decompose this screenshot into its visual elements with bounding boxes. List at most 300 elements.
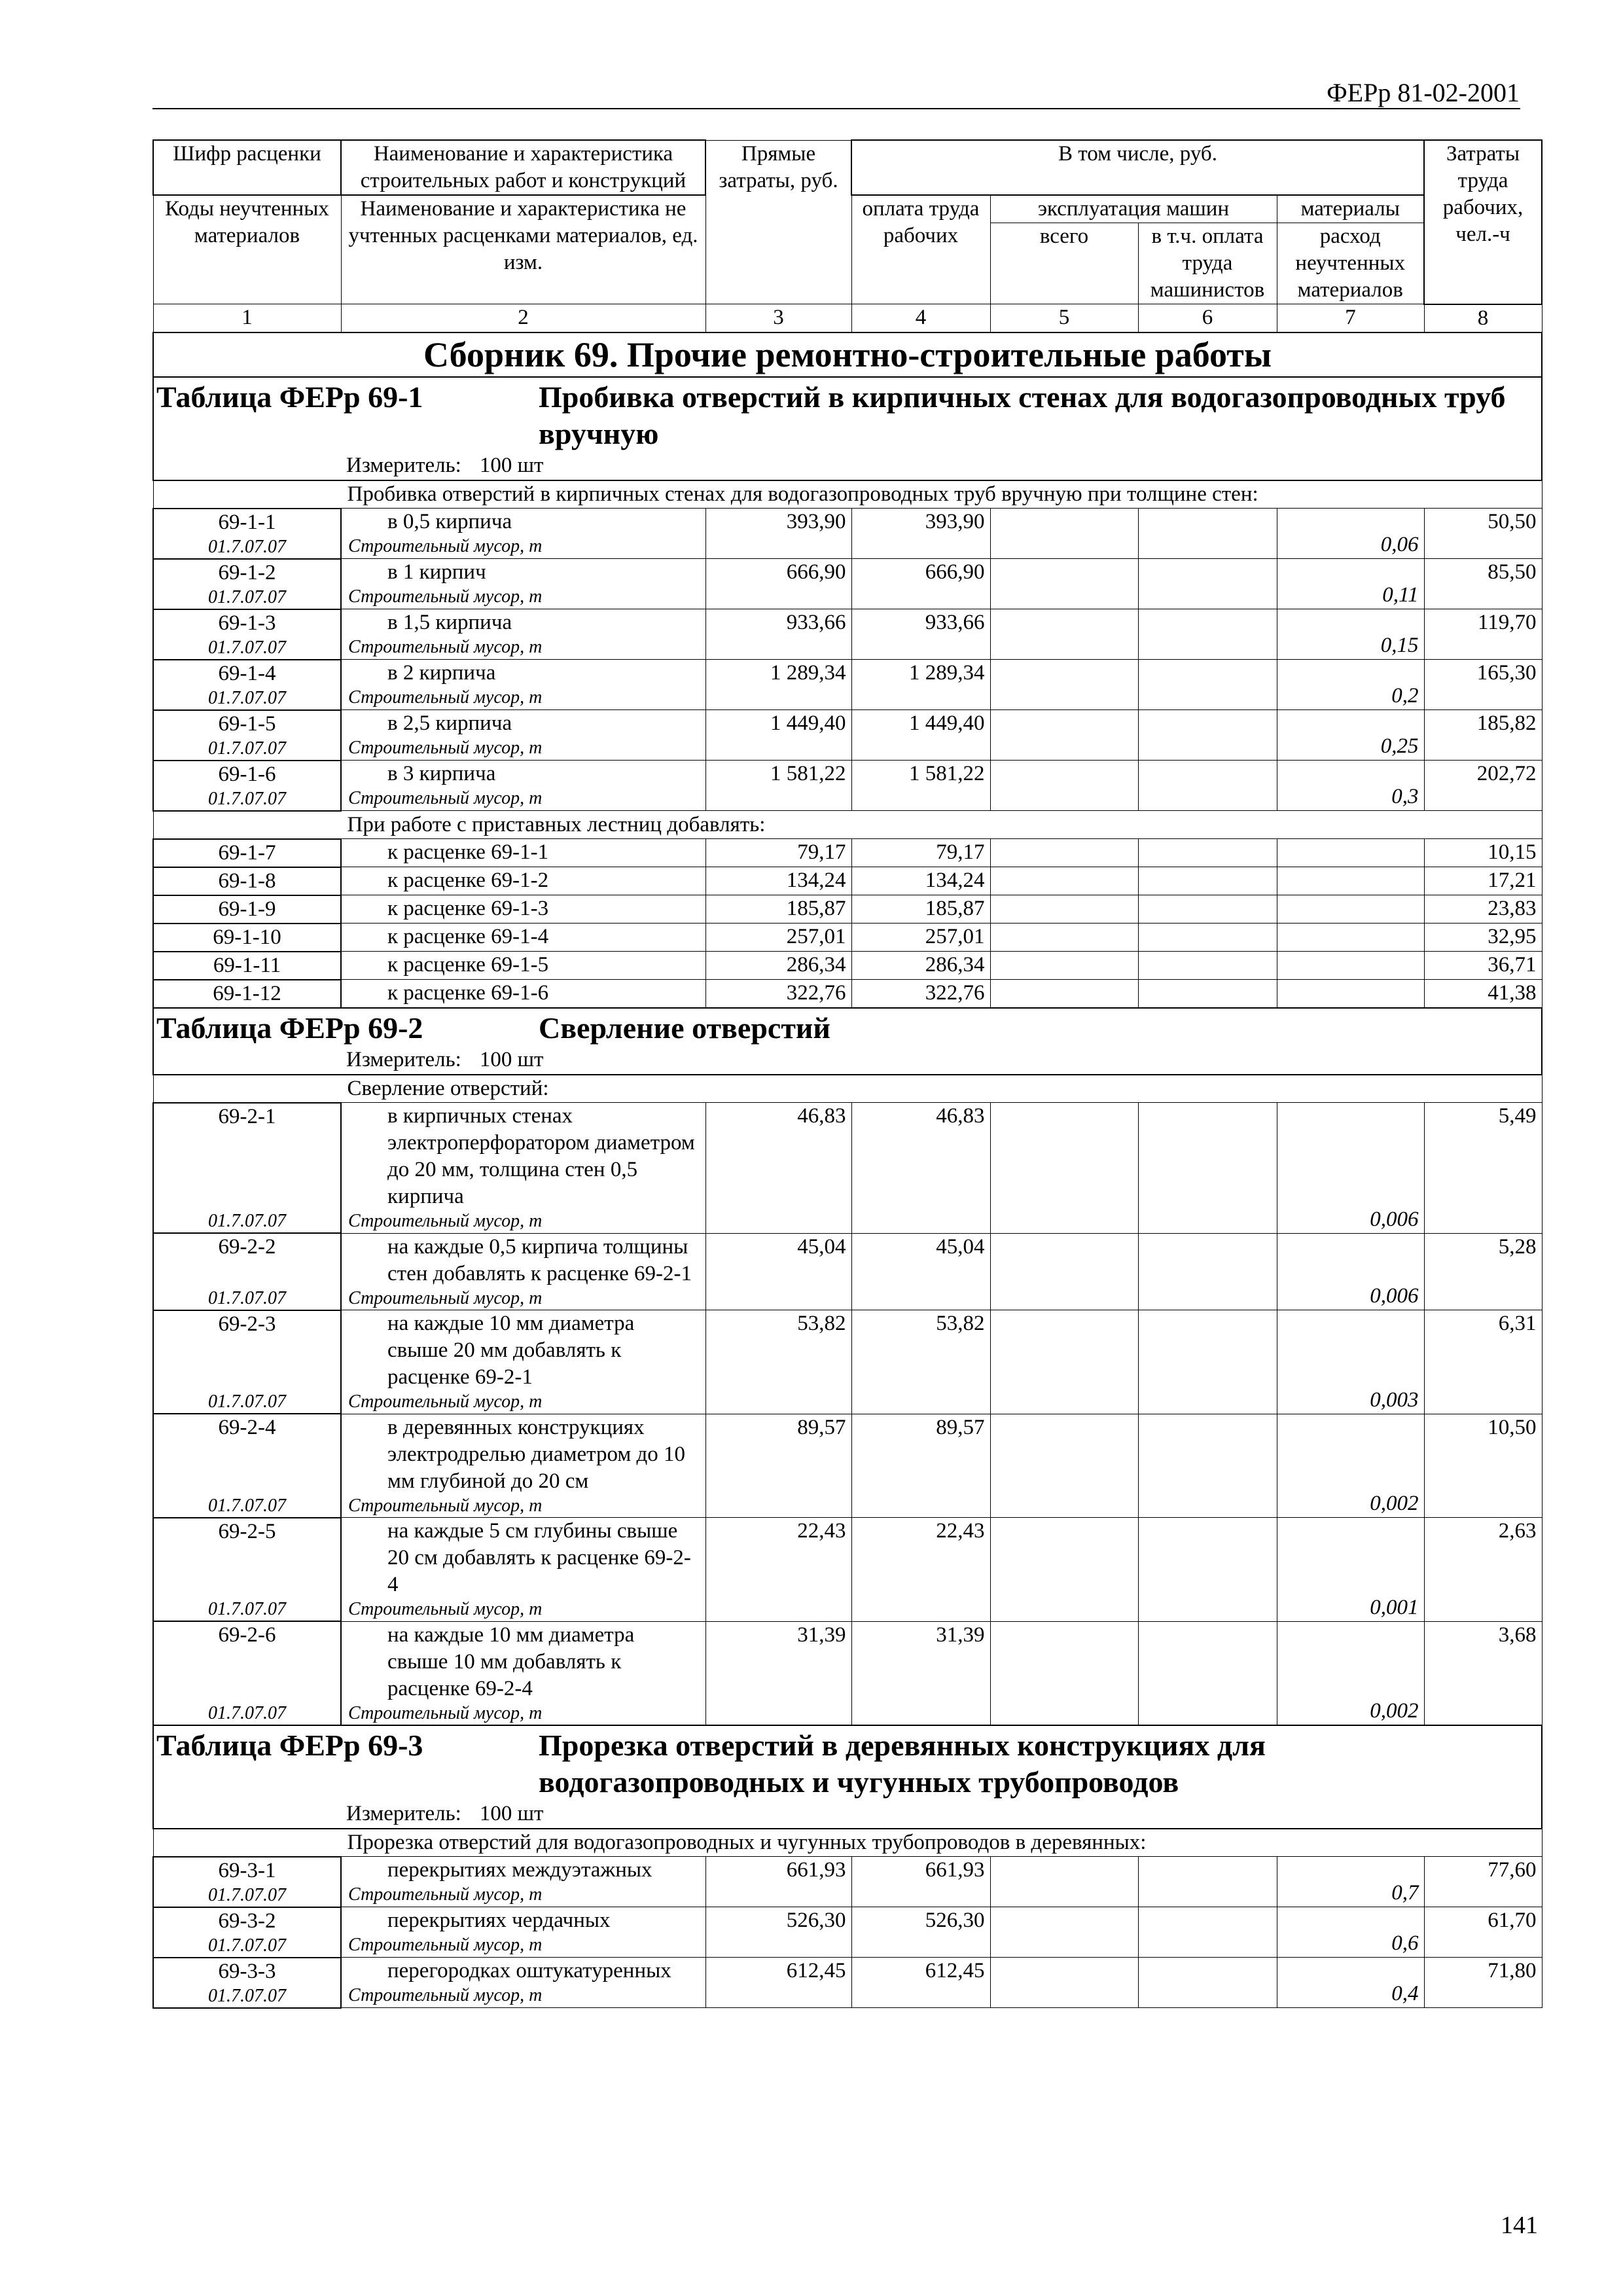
labor-pay: 666,90: [851, 559, 990, 609]
rate-code: 69-2-6: [218, 1623, 276, 1647]
direct-costs: 22,43: [705, 1518, 851, 1622]
work-description-cell: [341, 980, 705, 1008]
material-quantity: 0,003: [1277, 1310, 1424, 1414]
labor-pay: 661,93: [851, 1857, 990, 1907]
table-row: [153, 867, 1542, 895]
direct-costs: 79,17: [705, 839, 851, 867]
material-quantity: [1277, 952, 1424, 980]
table-row: [153, 1414, 1542, 1518]
work-description-cell: [341, 761, 705, 811]
work-description: на каждые 10 мм диаметра свыше 20 мм добавлять к расценке 69-2-1: [387, 1312, 635, 1389]
rate-code-cell: [153, 1518, 341, 1622]
worker-hours: 5,28: [1424, 1233, 1542, 1310]
rate-code-cell: [153, 1310, 341, 1414]
table-heading-line: [156, 379, 1539, 452]
table-row: [153, 980, 1542, 1008]
material-name: Строительный мусор, т: [348, 637, 543, 657]
work-description-cell: [341, 1233, 705, 1310]
worker-hours: 2,63: [1424, 1518, 1542, 1622]
machines-total: [990, 1857, 1138, 1907]
machinists-pay: [1138, 761, 1277, 811]
material-quantity: 0,3: [1277, 761, 1424, 811]
worker-hours: 36,71: [1424, 952, 1542, 980]
material-code: 01.7.07.07: [208, 637, 286, 658]
rate-code: 69-1-1: [218, 510, 276, 534]
work-description-cell: [341, 1310, 705, 1414]
machinists-pay: [1138, 660, 1277, 710]
labor-pay: 393,90: [851, 509, 990, 559]
table-heading-line: [156, 1010, 1539, 1047]
meter-value: 100 шт: [479, 1801, 544, 1825]
rates-table: [152, 139, 1543, 2009]
section-note: Прорезка отверстий для водогазопроводных и чугунных трубопроводов в деревянных:: [153, 1829, 1542, 1857]
document-code: ФЕРр 81-02-2001: [1327, 78, 1520, 107]
rate-code: 69-2-4: [218, 1416, 276, 1439]
material-name: Строительный мусор, т: [348, 1211, 543, 1231]
worker-hours: 5,49: [1424, 1103, 1542, 1234]
work-description-cell: [341, 710, 705, 761]
machines-total: [990, 660, 1138, 710]
material-code: 01.7.07.07: [208, 1211, 286, 1231]
work-description: на каждые 5 см глубины свыше 20 см добавлять к расценке 69-2-4: [387, 1519, 691, 1596]
header-including: В том числе, руб.: [851, 140, 1424, 195]
machinists-pay: [1138, 895, 1277, 924]
material-name: Строительный мусор, т: [348, 1287, 543, 1308]
material-code: 01.7.07.07: [208, 788, 286, 809]
machines-total: [990, 1518, 1138, 1622]
table-heading: [153, 1725, 1542, 1829]
machinists-pay: [1138, 1414, 1277, 1518]
direct-costs: 1 581,22: [705, 761, 851, 811]
material-code: 01.7.07.07: [208, 1935, 286, 1956]
machinists-pay: [1138, 1958, 1277, 2008]
work-description-cell: [341, 1414, 705, 1518]
table-row: [153, 1857, 1542, 1907]
table-title: Сверление отверстий: [539, 1011, 830, 1045]
rate-code-cell: [153, 867, 341, 895]
section-note: Пробивка отверстий в кирпичных стенах для водогазопроводных труб вручную при толщине стен:: [153, 480, 1542, 509]
material-code: 01.7.07.07: [208, 1985, 286, 2006]
material-quantity: [1277, 867, 1424, 895]
work-description-cell: [341, 1621, 705, 1725]
table-row: [153, 1621, 1542, 1725]
rate-code: 69-1-6: [218, 762, 276, 786]
work-description: в кирпичных стенах электроперфоратором диаметром до 20 мм, толщина стен 0,5 кирпича: [387, 1104, 695, 1208]
material-code: 01.7.07.07: [208, 1391, 286, 1412]
section-note: При работе с приставных лестниц добавлять:: [153, 811, 1542, 839]
material-quantity: 0,06: [1277, 509, 1424, 559]
material-name: Строительный мусор, т: [348, 1702, 543, 1723]
table-row: [153, 1103, 1542, 1234]
direct-costs: 526,30: [705, 1907, 851, 1958]
direct-costs: 31,39: [705, 1621, 851, 1725]
table-meter: [156, 1801, 1539, 1827]
rate-code: 69-2-2: [218, 1235, 276, 1259]
direct-costs: 89,57: [705, 1414, 851, 1518]
labor-pay: 134,24: [851, 867, 990, 895]
machines-total: [990, 867, 1138, 895]
material-quantity: [1277, 839, 1424, 867]
worker-hours: 23,83: [1424, 895, 1542, 924]
labor-pay: 322,76: [851, 980, 990, 1008]
rate-code: 69-2-1: [218, 1104, 276, 1128]
material-quantity: 0,4: [1277, 1958, 1424, 2008]
worker-hours: 41,38: [1424, 980, 1542, 1008]
material-code: 01.7.07.07: [208, 536, 286, 557]
work-description-cell: [341, 952, 705, 980]
table-row: [153, 609, 1542, 660]
worker-hours: 185,82: [1424, 710, 1542, 761]
direct-costs: 185,87: [705, 895, 851, 924]
material-name: Строительный мусор, т: [348, 1985, 543, 2005]
rate-code: 69-1-2: [218, 560, 276, 584]
work-description: к расценке 69-1-4: [387, 925, 549, 948]
header-materials: материалы: [1277, 195, 1424, 223]
column-number: 3: [705, 304, 851, 332]
machinists-pay: [1138, 710, 1277, 761]
table-code: Таблица ФЕРр 69-2: [156, 1011, 423, 1045]
rate-code-cell: [153, 1233, 341, 1310]
table-row: [153, 952, 1542, 980]
labor-pay: 933,66: [851, 609, 990, 660]
column-number: 4: [851, 304, 990, 332]
material-quantity: 0,6: [1277, 1907, 1424, 1958]
work-description: к расценке 69-1-3: [387, 897, 549, 920]
material-code: 01.7.07.07: [208, 738, 286, 759]
machinists-pay: [1138, 1907, 1277, 1958]
rate-code-cell: [153, 895, 341, 924]
material-code: 01.7.07.07: [208, 1884, 286, 1905]
column-number: 2: [341, 304, 705, 332]
work-description-cell: [341, 660, 705, 710]
worker-hours: 3,68: [1424, 1621, 1542, 1725]
table-heading: [153, 377, 1542, 480]
direct-costs: 257,01: [705, 924, 851, 952]
worker-hours: 71,80: [1424, 1958, 1542, 2008]
table-heading-row: [153, 1725, 1542, 1829]
material-name: Строительный мусор, т: [348, 536, 543, 556]
material-name: Строительный мусор, т: [348, 1935, 543, 1955]
machines-total: [990, 1310, 1138, 1414]
labor-pay: 1 289,34: [851, 660, 990, 710]
table-heading-row: [153, 1008, 1542, 1075]
machines-total: [990, 1414, 1138, 1518]
rate-code-cell: [153, 509, 341, 559]
rate-code-cell: [153, 761, 341, 811]
table-row: [153, 1518, 1542, 1622]
collection-title: Сборник 69. Прочие ремонтно-строительные работы: [153, 332, 1542, 377]
work-description: к расценке 69-1-2: [387, 869, 549, 892]
direct-costs: 933,66: [705, 609, 851, 660]
material-name: Строительный мусор, т: [348, 1391, 543, 1412]
rate-code: 69-1-9: [218, 897, 276, 921]
rate-code-cell: [153, 1907, 341, 1958]
header-unaccounted-materials: расход неучтенных материалов: [1277, 223, 1424, 304]
work-description-cell: [341, 509, 705, 559]
header-work-name: Наименование и характеристика строительных работ и конструкций: [341, 140, 705, 195]
worker-hours: 10,50: [1424, 1414, 1542, 1518]
table-row: [153, 559, 1542, 609]
work-description: к расценке 69-1-1: [387, 840, 549, 864]
work-description-cell: [341, 839, 705, 867]
work-description: перекрытиях междуэтажных: [387, 1858, 652, 1882]
section-note: Сверление отверстий:: [153, 1075, 1542, 1103]
work-description: в 1 кирпич: [387, 560, 486, 584]
table-title: Прорезка отверстий в деревянных конструкциях для водогазопроводных и чугунных трубопроводов: [539, 1728, 1266, 1799]
table-row: [153, 1958, 1542, 2008]
section-note-row: [153, 811, 1542, 839]
machinists-pay: [1138, 1103, 1277, 1234]
machinists-pay: [1138, 1233, 1277, 1310]
column-number: 8: [1424, 304, 1542, 332]
machinists-pay: [1138, 509, 1277, 559]
worker-hours: 77,60: [1424, 1857, 1542, 1907]
rate-code-cell: [153, 609, 341, 660]
machinists-pay: [1138, 1518, 1277, 1622]
header-direct-costs: Прямые затраты, руб.: [705, 140, 851, 304]
machines-total: [990, 710, 1138, 761]
table-meter: [156, 452, 1539, 478]
worker-hours: 61,70: [1424, 1907, 1542, 1958]
material-name: Строительный мусор, т: [348, 1599, 543, 1619]
material-quantity: 0,006: [1277, 1103, 1424, 1234]
material-quantity: 0,15: [1277, 609, 1424, 660]
header-machines-total: всего: [990, 223, 1138, 304]
labor-pay: 89,57: [851, 1414, 990, 1518]
material-code: 01.7.07.07: [208, 1702, 286, 1723]
machinists-pay: [1138, 609, 1277, 660]
machinists-pay: [1138, 1310, 1277, 1414]
table-meter: [156, 1047, 1539, 1073]
work-description-cell: [341, 867, 705, 895]
rate-code-cell: [153, 1103, 341, 1234]
material-quantity: 0,25: [1277, 710, 1424, 761]
header-rule: [152, 108, 1520, 109]
material-name: Строительный мусор, т: [348, 1884, 543, 1905]
material-name: Строительный мусор, т: [348, 738, 543, 758]
material-code: 01.7.07.07: [208, 1599, 286, 1619]
rates-table-body: [153, 140, 1542, 2008]
work-description: перегородках оштукатуренных: [387, 1959, 671, 1982]
work-description: в 2,5 кирпича: [387, 711, 512, 735]
direct-costs: 286,34: [705, 952, 851, 980]
worker-hours: 6,31: [1424, 1310, 1542, 1414]
meter-label: Измеритель:: [346, 1801, 461, 1825]
rate-code-cell: [153, 1621, 341, 1725]
direct-costs: 1 289,34: [705, 660, 851, 710]
table-row: [153, 509, 1542, 559]
rate-code: 69-2-3: [218, 1312, 276, 1336]
work-description-cell: [341, 924, 705, 952]
rate-code: 69-1-10: [213, 925, 281, 949]
header-worker-hours: Затраты труда рабочих, чел.-ч: [1424, 140, 1542, 304]
table-row: [153, 895, 1542, 924]
work-description: в 3 кирпича: [387, 762, 496, 785]
machines-total: [990, 924, 1138, 952]
meter-value: 100 шт: [479, 453, 544, 477]
header-machine-operation: эксплуатация машин: [990, 195, 1277, 223]
labor-pay: 46,83: [851, 1103, 990, 1234]
material-quantity: [1277, 924, 1424, 952]
rate-code: 69-3-3: [218, 1959, 276, 1983]
rate-code: 69-3-1: [218, 1858, 276, 1882]
header-machinists-pay: в т.ч. оплата труда машинистов: [1138, 223, 1277, 304]
rate-code: 69-2-5: [218, 1519, 276, 1543]
material-quantity: 0,2: [1277, 660, 1424, 710]
machinists-pay: [1138, 980, 1277, 1008]
labor-pay: 612,45: [851, 1958, 990, 2008]
machines-total: [990, 1958, 1138, 2008]
rate-code: 69-1-11: [213, 953, 281, 977]
direct-costs: 666,90: [705, 559, 851, 609]
header-labor-pay: оплата труда рабочих: [851, 195, 990, 304]
meter-label: Измеритель:: [346, 1047, 461, 1071]
direct-costs: 393,90: [705, 509, 851, 559]
labor-pay: 1 581,22: [851, 761, 990, 811]
machines-total: [990, 1103, 1138, 1234]
machinists-pay: [1138, 952, 1277, 980]
material-quantity: 0,001: [1277, 1518, 1424, 1622]
rate-code: 69-1-3: [218, 611, 276, 635]
column-number: 7: [1277, 304, 1424, 332]
labor-pay: 257,01: [851, 924, 990, 952]
table-row: [153, 924, 1542, 952]
table-row: [153, 1310, 1542, 1414]
machinists-pay: [1138, 1621, 1277, 1725]
machines-total: [990, 1621, 1138, 1725]
labor-pay: 79,17: [851, 839, 990, 867]
work-description-cell: [341, 1907, 705, 1958]
table-heading: [153, 1008, 1542, 1075]
table-row: [153, 710, 1542, 761]
machines-total: [990, 509, 1138, 559]
labor-pay: 526,30: [851, 1907, 990, 1958]
work-description: на каждые 10 мм диаметра свыше 10 мм добавлять к расценке 69-2-4: [387, 1623, 635, 1700]
machines-total: [990, 980, 1138, 1008]
work-description-cell: [341, 895, 705, 924]
machines-total: [990, 895, 1138, 924]
column-number: 6: [1138, 304, 1277, 332]
work-description: к расценке 69-1-6: [387, 981, 549, 1005]
section-note-row: [153, 1075, 1542, 1103]
direct-costs: 322,76: [705, 980, 851, 1008]
material-name: Строительный мусор, т: [348, 586, 543, 607]
rate-code-cell: [153, 1414, 341, 1518]
rate-code: 69-1-7: [218, 840, 276, 865]
table-row: [153, 660, 1542, 710]
machinists-pay: [1138, 924, 1277, 952]
work-description: на каждые 0,5 кирпича толщины стен добавлять к расценке 69-2-1: [387, 1234, 692, 1285]
material-code: 01.7.07.07: [208, 586, 286, 607]
work-description-cell: [341, 609, 705, 660]
collection-title-row: [153, 332, 1542, 377]
material-quantity: 0,7: [1277, 1857, 1424, 1907]
material-quantity: 0,11: [1277, 559, 1424, 609]
machinists-pay: [1138, 839, 1277, 867]
rate-code: 69-1-8: [218, 869, 276, 893]
table-heading-row: [153, 377, 1542, 480]
work-description: в 1,5 кирпича: [387, 611, 512, 634]
machinists-pay: [1138, 1857, 1277, 1907]
column-number: 1: [153, 304, 341, 332]
work-description-cell: [341, 1857, 705, 1907]
machines-total: [990, 559, 1138, 609]
labor-pay: 185,87: [851, 895, 990, 924]
meter-label: Измеритель:: [346, 453, 461, 477]
direct-costs: 134,24: [705, 867, 851, 895]
header-rate-code: Шифр расценки: [153, 140, 341, 195]
table-row: [153, 761, 1542, 811]
machines-total: [990, 952, 1138, 980]
machines-total: [990, 761, 1138, 811]
material-name: Строительный мусор, т: [348, 687, 543, 708]
worker-hours: 32,95: [1424, 924, 1542, 952]
material-code: 01.7.07.07: [208, 1287, 286, 1308]
header-row-top: [153, 140, 1542, 195]
worker-hours: 10,15: [1424, 839, 1542, 867]
material-code: 01.7.07.07: [208, 687, 286, 708]
machines-total: [990, 609, 1138, 660]
work-description: перекрытиях чердачных: [387, 1909, 611, 1932]
machinists-pay: [1138, 559, 1277, 609]
rate-code: 69-1-4: [218, 661, 276, 685]
rate-code-cell: [153, 924, 341, 952]
material-name: Строительный мусор, т: [348, 788, 543, 808]
rate-code-cell: [153, 660, 341, 710]
work-description-cell: [341, 1103, 705, 1234]
worker-hours: 17,21: [1424, 867, 1542, 895]
worker-hours: 85,50: [1424, 559, 1542, 609]
worker-hours: 119,70: [1424, 609, 1542, 660]
work-description-cell: [341, 559, 705, 609]
direct-costs: 45,04: [705, 1233, 851, 1310]
header-material-codes: Коды неучтенных материалов: [153, 195, 341, 304]
header-material-names: Наименование и характеристика не учтенных расценками материалов, ед. изм.: [341, 195, 705, 304]
worker-hours: 202,72: [1424, 761, 1542, 811]
labor-pay: 31,39: [851, 1621, 990, 1725]
material-quantity: 0,002: [1277, 1621, 1424, 1725]
labor-pay: 22,43: [851, 1518, 990, 1622]
labor-pay: 53,82: [851, 1310, 990, 1414]
meter-value: 100 шт: [479, 1047, 544, 1071]
direct-costs: 612,45: [705, 1958, 851, 2008]
material-name: Строительный мусор, т: [348, 1495, 543, 1516]
machines-total: [990, 1233, 1138, 1310]
machinists-pay: [1138, 867, 1277, 895]
table-code: Таблица ФЕРр 69-1: [156, 380, 423, 414]
material-quantity: [1277, 980, 1424, 1008]
direct-costs: 53,82: [705, 1310, 851, 1414]
work-description-cell: [341, 1958, 705, 2008]
work-description: к расценке 69-1-5: [387, 953, 549, 977]
table-heading-line: [156, 1727, 1539, 1801]
direct-costs: 46,83: [705, 1103, 851, 1234]
table-row: [153, 1907, 1542, 1958]
material-quantity: 0,006: [1277, 1233, 1424, 1310]
rate-code: 69-3-2: [218, 1909, 276, 1933]
rate-code-cell: [153, 980, 341, 1008]
machines-total: [990, 1907, 1138, 1958]
labor-pay: 45,04: [851, 1233, 990, 1310]
direct-costs: 661,93: [705, 1857, 851, 1907]
table-code: Таблица ФЕРр 69-3: [156, 1728, 423, 1762]
work-description: в деревянных конструкциях электродрелью диаметром до 10 мм глубиной до 20 см: [387, 1415, 686, 1493]
material-code: 01.7.07.07: [208, 1495, 286, 1516]
material-quantity: [1277, 895, 1424, 924]
rate-code: 69-1-12: [213, 981, 281, 1005]
table-row: [153, 839, 1542, 867]
labor-pay: 1 449,40: [851, 710, 990, 761]
